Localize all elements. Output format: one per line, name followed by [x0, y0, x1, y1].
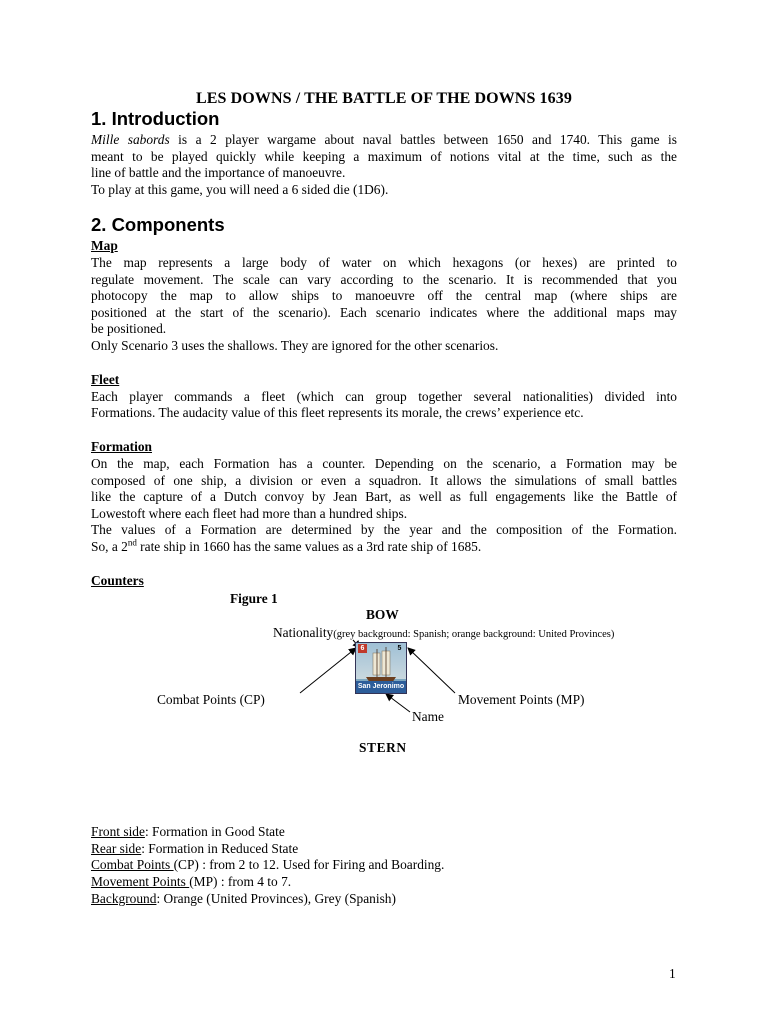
intro-paragraph-line-2: meant to be played quickly while keeping a maximum of notions vital at the time, such as the — [91, 149, 677, 164]
legend-item — [91, 841, 298, 858]
components-heading: 2. Components — [91, 214, 225, 235]
legend-description: (CP) : from 2 to 12. Used for Firing and Boarding. — [173, 857, 445, 872]
page-number: 1 — [669, 966, 676, 981]
map-paragraph-last-line: be positioned. — [91, 321, 167, 336]
map-paragraph-line: regulate movement. The scale can vary according to the scenario. It is recommended that you — [91, 272, 677, 287]
fleet-subheading: Fleet — [91, 372, 120, 387]
legend-term: Combat Points — [91, 857, 174, 872]
map-paragraph-line: positioned at the start of the scenario). Each scenario indicates where the additional maps may — [91, 305, 677, 320]
rate-text-end: rate ship in 1660 has the same values as a 3rd rate ship of 1685. — [136, 539, 482, 554]
legend-item — [91, 857, 444, 874]
counter-movement-points: 5 — [397, 645, 402, 652]
legend-term: Movement Points — [91, 874, 190, 889]
map-paragraph-line: The map represents a large body of water on which hexagons (or hexes) are printed to — [91, 255, 677, 270]
formation-paragraph-line: composed of one ship, a division or even a squadron. It allows the simulations of small battles — [91, 473, 677, 488]
intro-paragraph-line-4: To play at this game, you will need a 6 sided die (1D6). — [91, 182, 389, 197]
formation-paragraph-line-4: Lowestoft where each fleet had more than a hundred ships. — [91, 506, 408, 521]
movement-points-arrow — [408, 648, 455, 693]
legend-description: : Orange (United Provinces), Grey (Spanish) — [156, 891, 396, 906]
document-title: LES DOWNS / THE BATTLE OF THE DOWNS 1639 — [196, 90, 572, 107]
map-paragraph-line: photocopy the map to allow ships to manoeuvre off the central map (where ships are — [91, 288, 677, 303]
legend-term: Background — [91, 891, 157, 906]
name-label: Name — [412, 709, 444, 724]
formation-paragraph-line: On the map, each Formation has a counter. Depending on the scenario, a Formation may be — [91, 456, 677, 471]
legend-description: (MP) : from 4 to 7. — [189, 874, 292, 889]
figure-caption: Figure 1 — [230, 591, 278, 606]
shallows-note: Only Scenario 3 uses the shallows. They are ignored for the other scenarios. — [91, 338, 499, 353]
name-arrow — [386, 694, 410, 712]
counter-combat-points: 6 — [358, 644, 367, 653]
legend-item — [91, 824, 285, 841]
nationality-note: (grey background: Spanish; orange background: United Provinces) — [333, 629, 615, 640]
counter-ship-name: San Jeronimo — [356, 681, 406, 693]
formation-paragraph-line-5: The values of a Formation are determined by the year and the composition of the Formation. — [91, 522, 677, 537]
legend-item — [91, 891, 396, 908]
fleet-paragraph-line-1: Each player commands a fleet (which can group together several nationalities) divided into — [91, 389, 677, 404]
ordinal-superscript: nd — [127, 537, 137, 548]
intro-paragraph-line-3: line of battle and the importance of manoeuvre. — [91, 165, 346, 180]
legend-term: Front side — [91, 824, 145, 839]
counters-subheading: Counters — [91, 573, 144, 588]
introduction-heading: 1. Introduction — [91, 108, 220, 129]
game-title-italic: Mille sabords — [91, 132, 170, 147]
legend-term: Rear side — [91, 841, 142, 856]
legend-item — [91, 874, 291, 891]
combat-points-label: Combat Points (CP) — [157, 692, 265, 707]
intro-line-1-text: is a 2 player wargame about naval battles between 1650 and 1740. This game is — [178, 132, 677, 147]
formation-subheading: Formation — [91, 439, 152, 454]
bow-label: BOW — [366, 607, 399, 622]
fleet-paragraph-line-2: Formations. The audacity value of this fleet represents its morale, the crews’ experience etc. — [91, 405, 584, 420]
formation-paragraph-line: like the capture of a Dutch convoy by Jean Bart, as well as full engagements like the Battle of — [91, 489, 677, 504]
nationality-text: Nationality — [273, 625, 334, 640]
legend-description: : Formation in Reduced State — [141, 841, 299, 856]
ship-counter-image — [355, 642, 407, 694]
rate-text-start: So, a 2 — [91, 539, 128, 554]
legend-description: : Formation in Good State — [144, 824, 285, 839]
map-subheading: Map — [91, 238, 118, 253]
stern-label: STERN — [359, 740, 407, 755]
movement-points-label: Movement Points (MP) — [458, 692, 585, 707]
combat-points-arrow — [300, 648, 356, 693]
